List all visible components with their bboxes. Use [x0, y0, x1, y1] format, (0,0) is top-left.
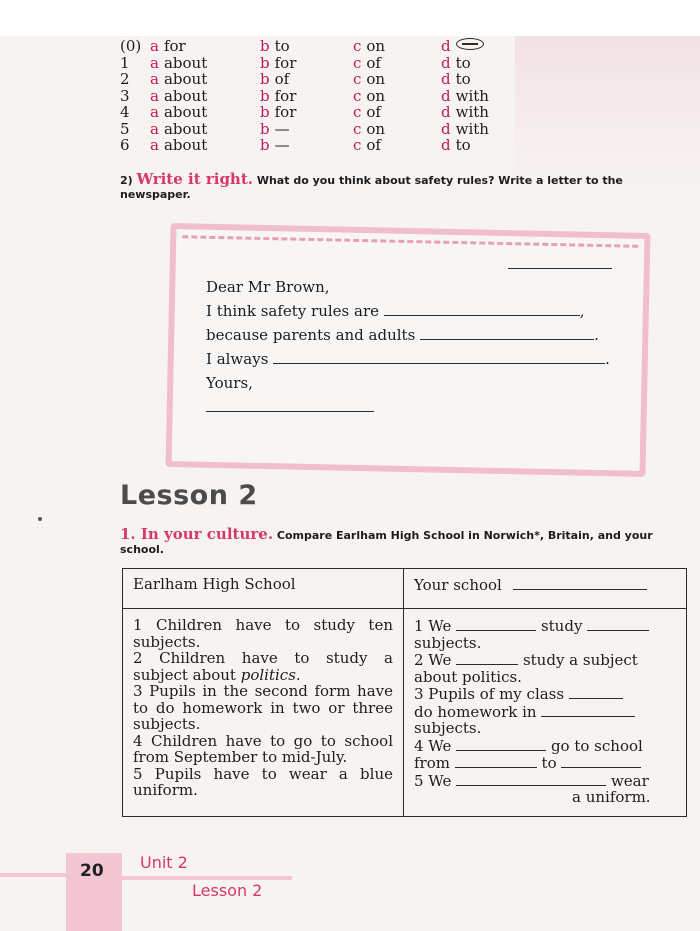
blank-line[interactable]: [456, 617, 536, 631]
answer-option: [260, 88, 296, 105]
list-item-text: from: [414, 754, 450, 772]
option-text: on: [366, 37, 386, 55]
option-letter: b: [260, 37, 270, 55]
blank-line[interactable]: [541, 703, 635, 717]
option-letter: b: [260, 70, 270, 88]
option-text: for: [274, 86, 297, 105]
lesson-title: Lesson 2: [120, 480, 258, 511]
answer-option: [441, 88, 489, 105]
answer-option: [260, 71, 289, 88]
option-letter: a: [150, 136, 159, 154]
letter-line-1-text: I think safety rules are: [206, 302, 379, 320]
blank-line[interactable]: [561, 754, 641, 768]
row-number: 3: [120, 86, 130, 105]
exercise-text: Compare Earlham High School in Norwich*, Britain, and your school.: [120, 529, 653, 556]
option-letter: d: [441, 103, 451, 121]
answer-row: [118, 55, 498, 72]
list-item: 1 Children have to study ten subjects.: [133, 616, 393, 651]
answer-option: [150, 121, 207, 138]
blank-line[interactable]: [420, 325, 594, 340]
option-letter: b: [260, 86, 270, 105]
letter-line-3: [206, 348, 626, 372]
punctuation: ,: [579, 302, 585, 320]
answer-row: [118, 121, 498, 138]
margin-dot: [38, 517, 42, 521]
blank-line[interactable]: [456, 772, 606, 786]
row-number: 5: [120, 119, 130, 138]
option-text: with: [455, 103, 489, 121]
blank-line[interactable]: [455, 754, 537, 768]
answer-option: [260, 55, 296, 72]
answer-option: [353, 38, 385, 55]
answer-option: [353, 137, 381, 154]
answer-option: [150, 38, 186, 55]
footer-rule: [122, 876, 292, 880]
blank-line[interactable]: [456, 651, 518, 665]
answer-options-grid: [118, 38, 498, 154]
list-item-text: 3 Pupils of my class: [414, 685, 565, 703]
empty-answer-oval-icon: [456, 38, 484, 50]
list-item-text: a uniform.: [572, 788, 651, 806]
option-letter: d: [441, 86, 451, 105]
list-item-text: 5 We: [414, 771, 452, 790]
answer-option: [441, 121, 489, 138]
row-number: 6: [120, 136, 130, 154]
list-item-text: study a subject: [522, 651, 638, 669]
punctuation: .: [594, 326, 599, 344]
answer-row: [118, 104, 498, 121]
option-text: on: [366, 86, 386, 105]
option-letter: c: [353, 86, 362, 105]
option-letter: c: [353, 103, 362, 121]
exercise-heading: [120, 525, 273, 543]
answer-option: [353, 71, 385, 88]
punctuation: .: [295, 665, 301, 684]
earlham-cell: [123, 609, 404, 817]
answer-option: [353, 121, 385, 138]
answer-option: [441, 38, 456, 55]
option-letter: a: [150, 119, 159, 138]
answer-option: [441, 71, 471, 88]
footer-unit: Unit 2: [140, 853, 188, 872]
list-item-text: 1 We: [414, 617, 452, 635]
letter-template: [206, 276, 626, 420]
exercise-text: What do you think about safety rules? Write a letter to the newspaper.: [120, 174, 623, 201]
answer-option: [150, 137, 207, 154]
option-letter: c: [353, 136, 362, 154]
option-text: about: [163, 70, 208, 88]
row-number: (0): [120, 37, 142, 55]
page-top-edge: [0, 0, 700, 36]
list-item-text: go to school: [550, 736, 643, 755]
page-number: 20: [80, 861, 104, 881]
option-text: —: [274, 119, 290, 138]
option-text: with: [455, 119, 489, 138]
answer-row: [118, 137, 498, 154]
option-text: to: [455, 53, 471, 72]
address-line: [508, 268, 612, 269]
blank-line[interactable]: [513, 576, 647, 590]
option-text: for: [274, 53, 297, 72]
exercise-number: 1.: [120, 525, 136, 543]
header-your-school: [404, 569, 687, 609]
your-school-cell: [404, 609, 687, 817]
letter-line-2: [206, 324, 626, 348]
option-text: for: [163, 37, 186, 55]
option-text: of: [366, 103, 381, 121]
blank-line[interactable]: [273, 349, 605, 364]
blank-line[interactable]: [456, 737, 546, 751]
show-through-band: [515, 36, 700, 186]
list-item-text: about politics.: [414, 667, 522, 686]
list-item-text: study: [540, 617, 583, 635]
option-letter: d: [441, 70, 451, 88]
letter-closing: Yours,: [206, 374, 253, 392]
answer-option: [260, 38, 290, 55]
punctuation: .: [605, 350, 610, 368]
option-letter: a: [150, 70, 159, 88]
table-body-row: [123, 609, 687, 817]
option-text: of: [366, 53, 381, 72]
list-item: 3 Pupils in the second form have to do homework in two or three subjects.: [133, 682, 393, 733]
option-letter: d: [441, 119, 451, 138]
option-letter: d: [441, 136, 451, 154]
exercise-1-instruction: [120, 527, 685, 557]
row-number: 1: [120, 53, 130, 72]
option-text: to: [455, 136, 471, 154]
option-text: about: [163, 86, 208, 105]
option-text: to: [274, 37, 290, 55]
blank-line[interactable]: [384, 301, 580, 316]
list-item-text: to: [541, 754, 557, 772]
answer-row: [118, 38, 498, 55]
answer-option: [260, 104, 296, 121]
list-item: [414, 617, 676, 651]
answer-row: [118, 88, 498, 105]
answer-option: [441, 55, 471, 72]
row-number: 2: [120, 70, 130, 88]
answer-option: [353, 104, 381, 121]
list-item: [133, 650, 393, 683]
exercise-heading-text: In your culture.: [140, 525, 274, 543]
list-item-text: 2 We: [414, 651, 452, 669]
list-item: 5 Pupils have to wear a blue uniform.: [133, 764, 393, 799]
list-item: [414, 772, 676, 806]
list-item-text: wear: [610, 771, 649, 790]
option-letter: c: [353, 119, 362, 138]
letter-line-1: [206, 300, 626, 324]
answer-row: [118, 71, 498, 88]
answer-option: [441, 137, 471, 154]
option-letter: d: [441, 53, 451, 72]
option-text: for: [274, 103, 297, 121]
option-text: of: [366, 136, 381, 154]
list-item: [414, 685, 676, 737]
option-letter: a: [150, 103, 159, 121]
letter-line-2-text: because parents and adults: [206, 326, 416, 344]
option-letter: c: [353, 37, 362, 55]
exercise-2-instruction: [120, 172, 685, 202]
answer-option: [353, 55, 381, 72]
signature-line-row: [206, 396, 626, 420]
signature-blank[interactable]: [206, 397, 374, 412]
option-text: on: [366, 70, 386, 88]
table-header-row: [123, 569, 687, 609]
option-letter: a: [150, 53, 159, 72]
letter-greeting: Dear Mr Brown,: [206, 278, 330, 296]
option-text: about: [163, 136, 208, 154]
option-letter: b: [260, 53, 270, 72]
option-text: to: [455, 70, 471, 88]
comparison-table: [122, 568, 687, 817]
option-text: of: [274, 70, 290, 88]
list-item-text: subjects.: [414, 633, 482, 652]
option-text: about: [163, 103, 208, 121]
exercise-heading: Write it right.: [136, 170, 253, 188]
option-text: —: [274, 136, 290, 154]
list-item-text: 2 Children have to study a subject about: [133, 649, 393, 684]
answer-option: [260, 137, 290, 154]
answer-option: [441, 104, 489, 121]
option-letter: d: [441, 37, 451, 55]
header-your-school-label: Your school: [414, 576, 502, 594]
exercise-number: 2): [120, 174, 133, 187]
option-letter: c: [353, 53, 362, 72]
list-item: [414, 651, 676, 685]
list-item-text: do homework in: [414, 702, 537, 721]
list-item: [414, 737, 676, 772]
answer-option: [150, 55, 207, 72]
letter-line-3-text: I always: [206, 350, 269, 368]
emphasis: politics: [240, 665, 296, 684]
option-letter: a: [150, 86, 159, 105]
answer-option: [150, 88, 207, 105]
option-text: with: [455, 86, 489, 105]
option-text: about: [163, 53, 208, 72]
header-earlham: Earlham High School: [123, 569, 404, 609]
option-letter: b: [260, 136, 270, 154]
blank-line[interactable]: [587, 617, 649, 631]
blank-line[interactable]: [569, 685, 623, 699]
option-letter: b: [260, 119, 270, 138]
option-letter: c: [353, 70, 362, 88]
answer-option: [260, 121, 290, 138]
option-letter: b: [260, 103, 270, 121]
option-letter: a: [150, 37, 159, 55]
list-item-text: 4 We: [414, 736, 452, 755]
answer-option: [150, 71, 207, 88]
answer-option: [353, 88, 385, 105]
option-text: about: [163, 119, 208, 138]
list-item: 4 Children have to go to school from September to mid-July.: [133, 731, 393, 766]
footer-rule: [0, 873, 66, 877]
answer-option: [150, 104, 207, 121]
row-number: 4: [120, 103, 130, 121]
list-item-text: subjects.: [414, 719, 482, 737]
footer-lesson: Lesson 2: [192, 881, 263, 900]
option-text: on: [366, 119, 386, 138]
